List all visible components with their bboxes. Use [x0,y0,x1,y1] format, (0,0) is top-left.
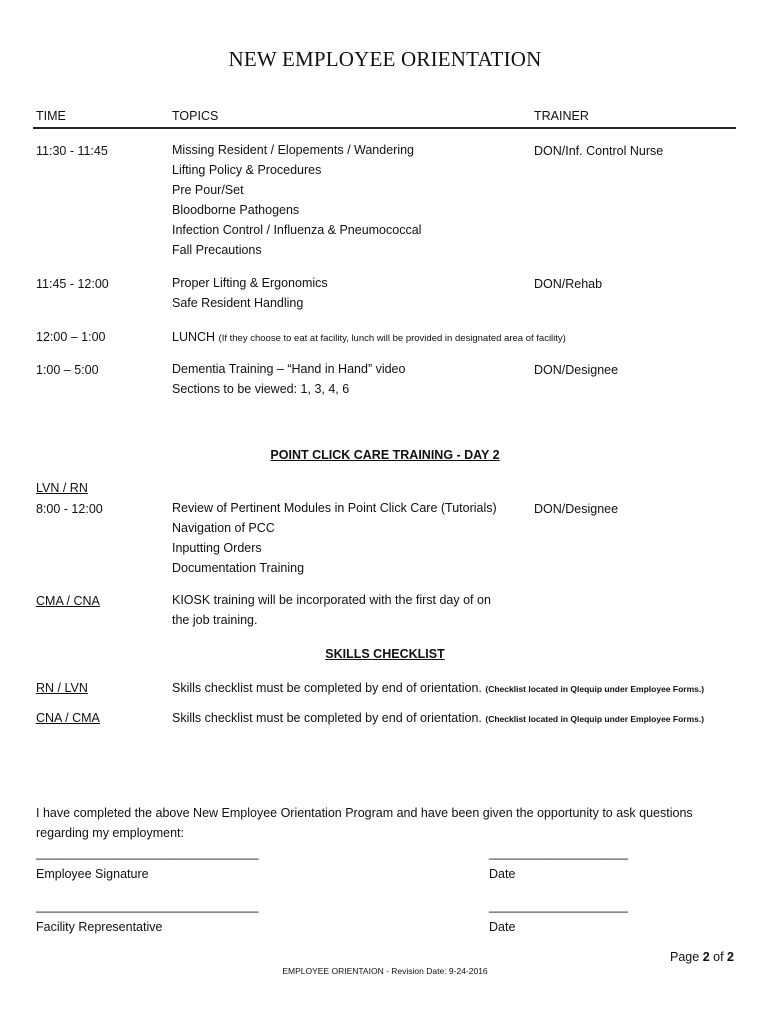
header-topics: TOPICS [172,109,219,123]
topic-item: Pre Pour/Set [172,183,244,197]
skills-text-main: Skills checklist must be completed by end of orientation. [172,681,482,695]
skills-text [172,711,704,725]
skills-text-main: Skills checklist must be completed by end of orientation. [172,711,482,725]
pcc-heading: POINT CLICK CARE TRAINING - DAY 2 [270,448,500,462]
trainer-cell: DON/Designee [534,502,619,516]
header-trainer: TRAINER [534,109,589,123]
pcc-group-label: LVN / RN [36,481,88,495]
page-current: 2 [702,950,710,964]
topics-cell [172,498,497,578]
time-cell: 1:00 – 5:00 [36,363,99,377]
skills-note: (Checklist located in Qlequip under Employee Forms.) [485,684,705,694]
topics-cell [172,273,328,313]
lunch-cell [172,330,566,344]
date-label: Date [489,920,516,934]
page-title: NEW EMPLOYEE ORIENTATION [228,47,542,71]
page-number [670,950,734,964]
signature-line: ________________________________ [36,899,259,913]
footer-revision: EMPLOYEE ORIENTAION - Revision Date: 9-24-2016 [282,966,488,976]
cma-label: CMA / CNA [36,594,100,608]
topic-item: Inputting Orders [172,541,262,555]
topic-item: Infection Control / Influenza & Pneumococcal [172,223,422,237]
facility-representative-label: Facility Representative [36,920,163,934]
signature-line: ________________________________ [36,846,259,860]
topic-item: Dementia Training – “Hand in Hand” video [172,362,406,376]
page-prefix: Page [670,950,700,964]
header-rule [33,127,736,129]
trainer-cell: DON/Designee [534,363,619,377]
topics-cell [172,359,405,399]
time-cell: 12:00 – 1:00 [36,330,106,344]
time-cell: 8:00 - 12:00 [36,502,103,516]
topic-item: Bloodborne Pathogens [172,203,300,217]
acknowledgement-text [36,803,693,843]
page-total: 2 [727,950,734,964]
topic-item: Documentation Training [172,561,305,575]
date-label: Date [489,867,516,881]
topic-item: the job training. [172,613,258,627]
skills-text [172,681,704,695]
lunch-label: LUNCH [172,330,216,344]
skills-note: (Checklist located in Qlequip under Employee Forms.) [485,714,705,724]
date-line: ____________________ [489,846,629,860]
header-time: TIME [36,109,66,123]
skills-heading: SKILLS CHECKLIST [325,647,445,661]
date-line: ____________________ [489,899,629,913]
cma-topics-cell [172,590,491,630]
skills-label: CNA / CMA [36,711,100,725]
topic-item: Navigation of PCC [172,521,275,535]
page-of: of [713,950,724,964]
acknowledgement-line: regarding my employment: [36,826,184,840]
topic-item: Lifting Policy & Procedures [172,163,322,177]
topic-item: Missing Resident / Elopements / Wandering [172,143,415,157]
topic-item: Sections to be viewed: 1, 3, 4, 6 [172,382,350,396]
topic-item: Fall Precautions [172,243,262,257]
topic-item: Review of Pertinent Modules in Point Click Care (Tutorials) [172,501,497,515]
topic-item: KIOSK training will be incorporated with the first day of on [172,593,491,607]
acknowledgement-line: I have completed the above New Employee Orientation Program and have been given the opportunity to ask questions [36,806,693,820]
employee-signature-label: Employee Signature [36,867,149,881]
time-cell: 11:30 - 11:45 [36,144,108,158]
time-cell: 11:45 - 12:00 [36,277,109,291]
skills-label: RN / LVN [36,681,88,695]
topic-item: Proper Lifting & Ergonomics [172,276,328,290]
trainer-cell: DON/Inf. Control Nurse [534,144,664,158]
lunch-note: (If they choose to eat at facility, lunch will be provided in designated area of facility) [218,333,566,344]
topics-cell [172,140,421,260]
topic-item: Safe Resident Handling [172,296,304,310]
trainer-cell: DON/Rehab [534,277,603,291]
